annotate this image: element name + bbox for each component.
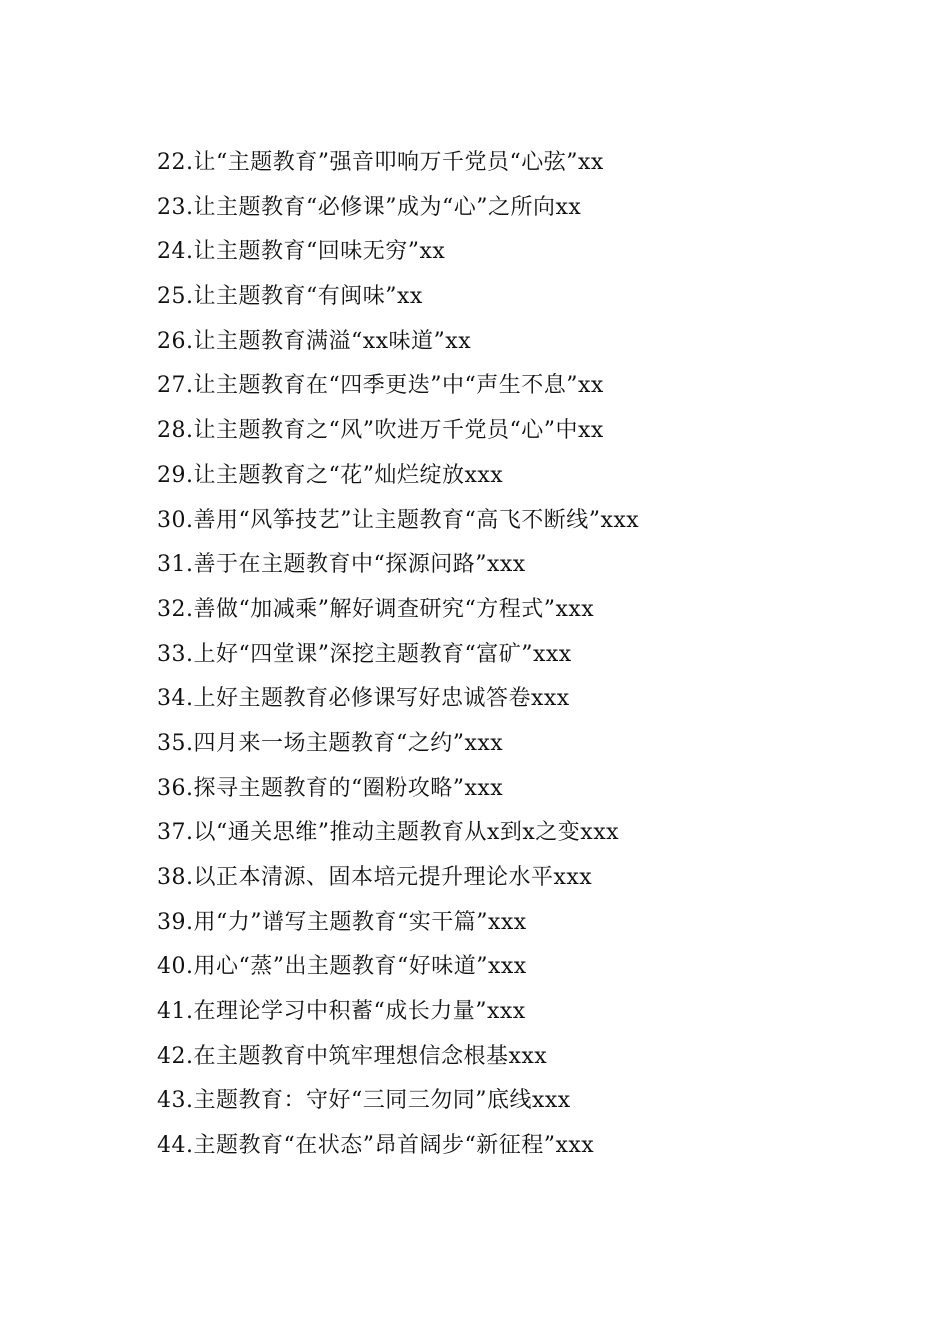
list-item: 41.在理论学习中积蓄“成长力量”xxx <box>157 999 526 1025</box>
list-item: 40.用心“蒸”出主题教育“好味道”xxx <box>157 954 527 980</box>
list-item: 30.善用“风筝技艺”让主题教育“高飞不断线”xxx <box>157 507 640 533</box>
list-item: 35.四月来一场主题教育“之约”xxx <box>157 730 504 756</box>
list-item: 32.善做“加减乘”解好调查研究“方程式”xxx <box>157 596 595 622</box>
list-item: 29.让主题教育之“花”灿烂绽放xxx <box>157 462 504 488</box>
list-item: 39.用“力”谱写主题教育“实干篇”xxx <box>157 909 527 935</box>
list-item: 37.以“通关思维”推动主题教育从x到x之变xxx <box>157 820 620 846</box>
list-item: 36.探寻主题教育的“圈粉攻略”xxx <box>157 775 504 801</box>
list-item: 23.让主题教育“必修课”成为“心”之所向xx <box>157 194 582 220</box>
title-list <box>157 141 857 1169</box>
list-item: 38.以正本清源、固本培元提升理论水平xxx <box>157 865 593 890</box>
list-item: 42.在主题教育中筑牢理想信念根基xxx <box>157 1043 548 1069</box>
list-item: 31.善于在主题教育中“探源问路”xxx <box>157 552 526 578</box>
list-item: 25.让主题教育“有闽味”xx <box>157 284 423 310</box>
list-item: 34.上好主题教育必修课写好忠诚答卷xxx <box>157 686 570 712</box>
list-item: 28.让主题教育之“风”吹进万千党员“心”中xx <box>157 418 604 444</box>
list-item: 27.让主题教育在“四季更迭”中“声生不息”xx <box>157 373 604 399</box>
list-item: 24.让主题教育“回味无穷”xx <box>157 239 446 265</box>
list-item: 22.让“主题教育”强音叩响万千党员“心弦”xx <box>157 150 604 175</box>
list-item: 43.主题教育：守好“三同三勿同”底线xxx <box>157 1088 571 1114</box>
list-item: 33.上好“四堂课”深挖主题教育“富矿”xxx <box>157 641 572 667</box>
list-item: 44.主题教育“在状态”昂首阔步“新征程”xxx <box>157 1133 595 1159</box>
list-item: 26.让主题教育满溢“xx味道”xx <box>157 328 472 354</box>
